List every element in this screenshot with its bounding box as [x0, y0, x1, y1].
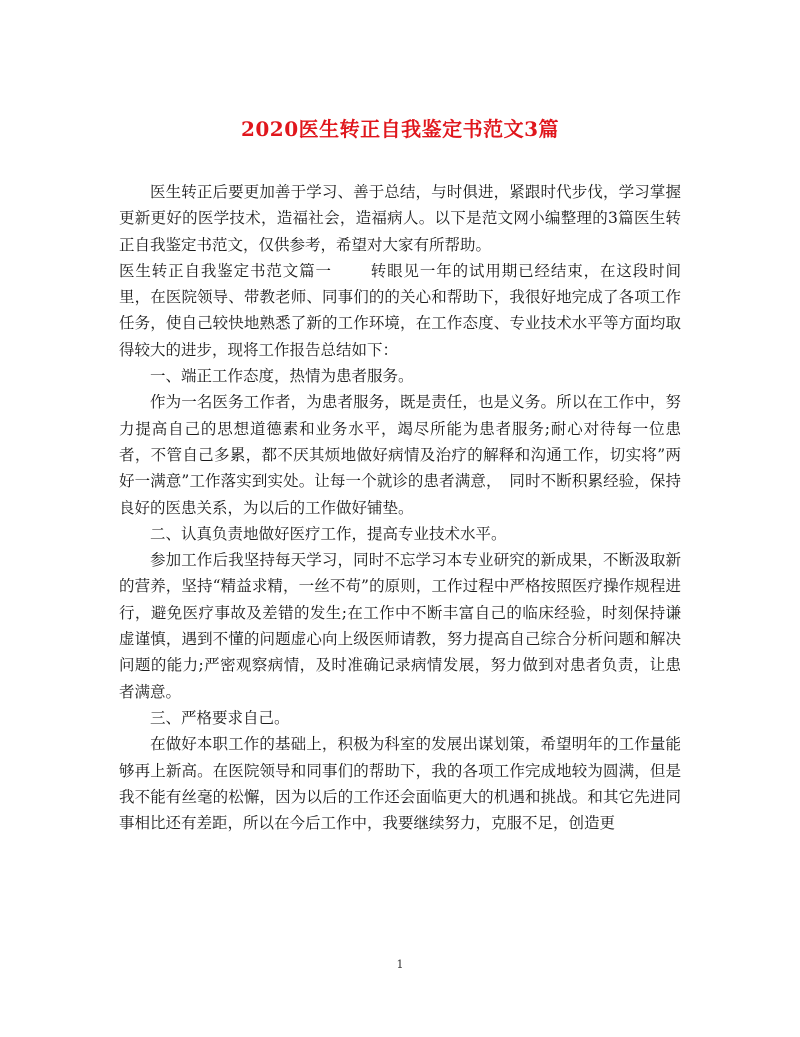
section-content-2: 参加工作后我坚持每天学习，同时不忘学习本专业研究的新成果，不断汲取新的营养，坚持“精益求精，一丝不苟”的原则，工作过程中严格按照医疗操作规程进行，避免医疗事故及差错的发生;在工作中不断丰富自己的临床经验，时刻保持谦虚谨慎，遇到不懂的问题虚心向上级医师请教，努力提高自己综合分析问题和解决问题的能力;严密观察病情，及时准确记录病情发展，努力做到对患者负责，让患者满意。: [119, 551, 681, 701]
document-body: [119, 179, 681, 836]
section-content-1: 作为一名医务工作者，为患者服务，既是责任，也是义务。所以在工作中，努力提高自己的思想道德素和业务水平，竭尽所能为患者服务;耐心对待每一位患者，不管自己多累，都不厌其烦地做好病情及治疗的解释和沟通工作，切实将”两好一满意”工作落实到实处。让每一个就诊的患者满意， 同时不断积累经验，保持良好的医患关系，为以后的工作做好铺垫。: [119, 393, 681, 517]
document-title: 2020医生转正自我鉴定书范文3篇: [240, 117, 560, 141]
section-heading-3: 三、严格要求自己。: [150, 708, 290, 727]
chapter-opening-paragraph: [119, 258, 681, 363]
section-content-3: 在做好本职工作的基础上，积极为科室的发展出谋划策，希望明年的工作量能够再上新高。在医院领导和同事们的帮助下，我的各项工作完成地较为圆满，但是我不能有丝毫的松懈，因为以后的工作还会面临更大的机遇和挑战。和其它先进同事相比还有差距，所以在今后工作中，我要继续努力，克服不足，创造更: [119, 735, 681, 833]
intro-paragraph: 医生转正后要更加善于学习、善于总结，与时俱进，紧跟时代步伐，学习掌握更新更好的医学技术，造福社会，造福病人。以下是范文网小编整理的3篇医生转正自我鉴定书范文，仅供参考，希望对大家有所帮助。: [119, 183, 681, 254]
section-heading-1: 一、端正工作态度，热情为患者服务。: [150, 367, 414, 386]
chapter-opening-text: 转眼见一年的试用期已经结束，在这段时间里，在医院领导、带教老师、同事们的的关心和帮助下，我很好地完成了各项工作任务，使自己较快地熟悉了新的工作环境，在工作态度、专业技术水平等方面均取得较大的进步，现将工作报告总结如下：: [119, 261, 681, 359]
page-number: 1: [396, 958, 404, 971]
section-heading-2: 二、认真负责地做好医疗工作，提高专业技术水平。: [150, 524, 507, 543]
chapter-label: 医生转正自我鉴定书范文篇一: [119, 261, 332, 280]
